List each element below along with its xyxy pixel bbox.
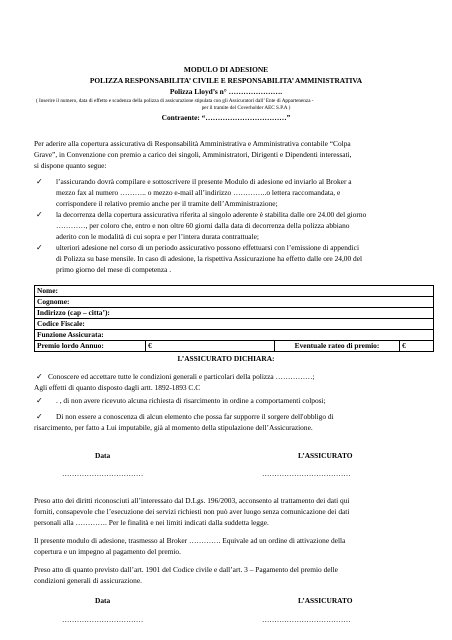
broker-line-1: Il presente modulo di adesione, trasmesso al Broker …………. Equivale ad un ordine di attivazione della [34, 536, 346, 545]
funzione-field[interactable]: Funzione Assicurata: [35, 330, 434, 341]
bullet-2-line-3: aderito con le modalità di cui sopra e per l’intera durata contrattuale; [56, 232, 259, 241]
dichiara-item-2: . , di non avere ricevuto alcuna richiesta di risarcimento in ordine a comportamenti colposi; [56, 396, 326, 405]
rateo-field[interactable]: € [400, 341, 434, 352]
checkmark-icon: ✓ [36, 396, 43, 405]
premio-lordo-label: Premio lordo Annuo: [35, 341, 146, 352]
intro-line-1: Per aderire alla copertura assicurativa di Responsabilità Amministrativa e Amministrativa contabile “Colpa [34, 139, 351, 148]
nome-field[interactable]: Nome: [35, 286, 434, 297]
data-label: Data [95, 451, 111, 460]
checkmark-icon: ✓ [36, 412, 43, 421]
premio-lordo-field[interactable]: € [146, 341, 275, 352]
policy-note-line2: per il tramite del Coverholder AEC S.P.A ) [201, 105, 291, 111]
privacy-line-2: forniti, consapevole che l’esecuzione dei servizi richiesti non può aver luogo senza comunicazione dei dati [34, 507, 350, 516]
intro-line-3: si dispone quanto segue: [34, 161, 107, 170]
bullet-2-line-2: …………, per coloro che, entro e non oltre 60 giorni dalla data di decorrenza della polizza abbiano [56, 221, 350, 230]
bullet-2-line-1: la decorrenza della copertura assicurativa riferita al singolo aderente è stabilita dalle ore 24.00 del giorno [56, 210, 367, 219]
bullet-1-line-3: corrispondere il relativo premio anche per il tramite dell’Amministrazione; [56, 199, 278, 208]
data-signature-line[interactable]: …………………………… [62, 469, 144, 478]
policy-note-line1: ( Inserire il numero, data di effetto e scadenza della polizza di assicurazione stipulata con gli Assicuratori dall’ Ente di Appartenenza - [36, 98, 314, 104]
bullet-1-line-1: l’assicurando dovrà compilare e sottoscrivere il presente Modulo di adesione ed inviarlo al Broker a [56, 177, 352, 186]
policy-title: POLIZZA RESPONSABILITA’ CIVILE E RESPONSABILITA’ AMMINISTRATIVA [89, 76, 363, 85]
insured-data-table [34, 285, 434, 352]
bullet-3-line-3: primo giorno del mese di competenza . [56, 265, 172, 274]
checkmark-icon: ✓ [36, 210, 43, 219]
bullet-3-line-1: ulteriori adesione nel corso di un periodo assicurativo possono effettuarsi con l’emissione di appendici [56, 243, 360, 252]
assicurato-label: L’ASSICURATO [298, 451, 353, 460]
bullet-1-line-2: mezzo fax al numero ……….. o mezzo e-mail all’indirizzo …………..o lettera raccomandata, e [56, 188, 341, 197]
bullet-3-line-2: di Polizza su base mensile. In caso di adesione, la rispettiva Assicurazione ha effetto dalle ore 24,00 del [56, 254, 363, 263]
dichiara-item-3-line-1: Di non essere a conoscenza di alcun elemento che possa far supporre il sorgere dell'obbligo di [56, 412, 334, 421]
rateo-label: Eventuale rateo di premio: [275, 341, 400, 352]
codice-line-1: Preso atto di quanto previsto dall’art. 1901 del Codice civile e dall’art. 3 – Pagamento del premio delle [34, 565, 338, 574]
assicurato-label-2: L’ASSICURATO [298, 596, 353, 605]
indirizzo-field[interactable]: Indirizzo (cap – citta’): [35, 308, 434, 319]
intro-line-2: Grave”, in Convenzione con premio a carico dei singoli, Amministratori, Dirigenti e Dipendenti interessati, [34, 150, 352, 159]
checkmark-icon: ✓ [36, 177, 43, 186]
checkmark-icon: ✓ [36, 372, 43, 381]
dichiara-item-1: Conoscere ed accettare tutte le condizioni generali e particolari della polizza ……………; [48, 372, 315, 381]
dichiara-item-3-line-2: risarcimento, per fatto a Lui imputabile, già al momento della stipulazione dell’Assicurazione. [34, 423, 313, 432]
data-label-2: Data [95, 596, 111, 605]
form-title: MODULO DI ADESIONE [183, 65, 269, 74]
dichiara-heading: L’ASSICURATO DICHIARA: [177, 354, 275, 363]
privacy-line-3: personali alla …………. Per le finalità e nei limiti indicati dalla suddetta legge. [34, 518, 269, 527]
broker-line-2: copertura e un impegno al pagamento del premio. [34, 547, 181, 556]
codice-fiscale-field[interactable]: Codice Fiscale: [35, 319, 434, 330]
data-signature-line-2[interactable]: …………………………… [62, 615, 144, 624]
checkmark-icon: ✓ [36, 243, 43, 252]
cognome-field[interactable]: Cognome: [35, 297, 434, 308]
assicurato-signature-line[interactable]: ……………………………… [262, 469, 351, 478]
assicurato-signature-line-2[interactable]: ……………………………… [262, 615, 351, 624]
contraente-line: Contraente: “……………………………” [161, 113, 291, 122]
dichiara-item-1b: Agli effetti di quanto disposto dagli artt. 1892-1893 C.C [34, 383, 201, 392]
privacy-line-1: Preso atto dei diritti riconosciuti all’interessato dal D.Lgs. 196/2003, acconsento al trattamento dei dati qui [34, 496, 350, 505]
codice-line-2: condizioni generali di assicurazione. [34, 576, 142, 585]
policy-number: Polizza Lloyd’s n° …………………. [169, 87, 283, 96]
